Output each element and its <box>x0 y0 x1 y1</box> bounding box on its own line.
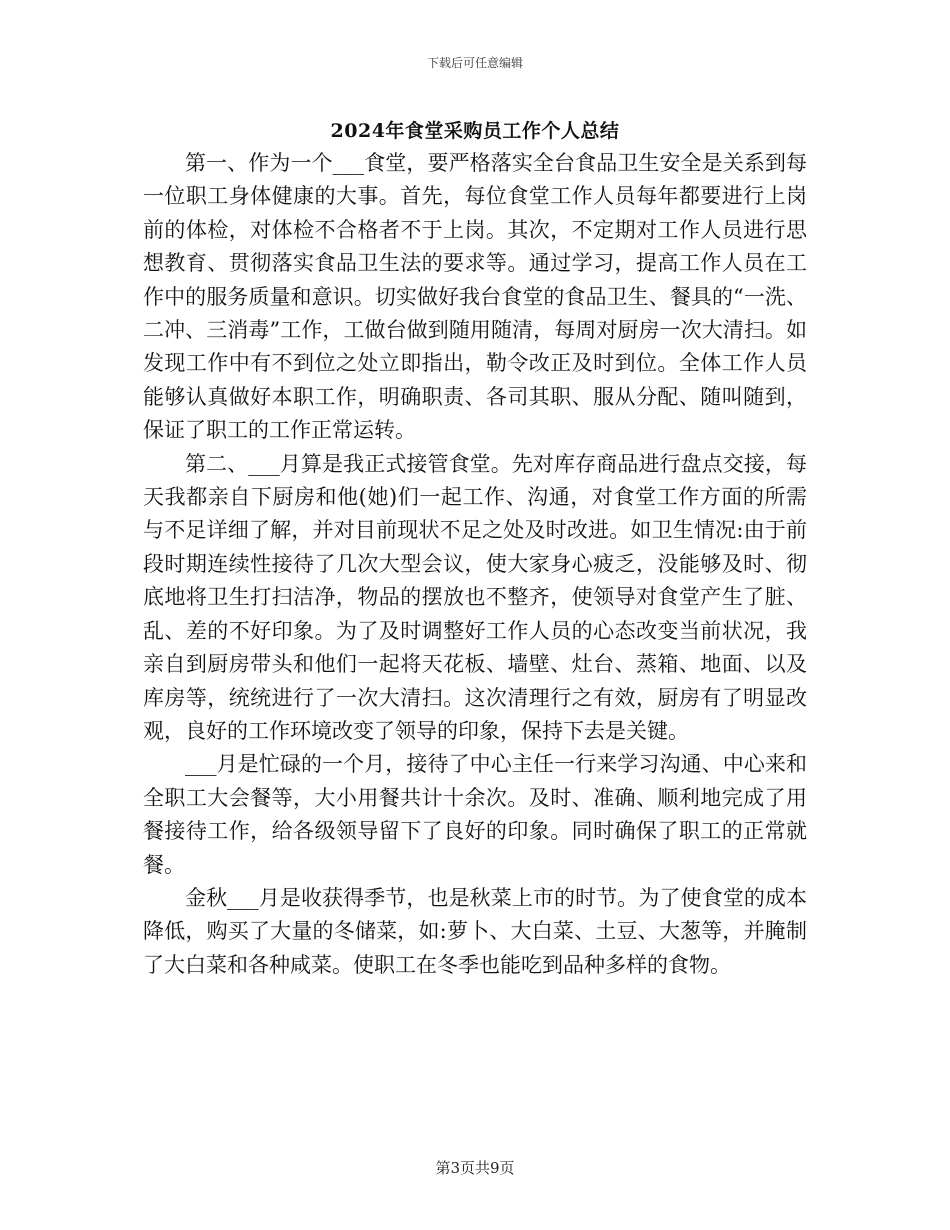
paragraph: 第二、___月算是我正式接管食堂。先对库存商品进行盘点交接，每天我都亲自下厨房和他(她)们一起工作、沟通，对食堂工作方面的所需与不足详细了解，并对目前现状不足之处及时改进。如卫生情况:由于前段时期连续性接待了几次大型会议，使大家身心疲乏，没能够及时、彻底地将卫生打扫洁净，物品的摆放也不整齐，使领导对食堂产生了脏、乱、差的不好印象。为了及时调整好工作人员的心态改变当前状况，我亲自到厨房带头和他们一起将天花板、墙壁、灶台、蒸箱、地面、以及库房等，统统进行了一次大清扫。这次清理行之有效，厨房有了明显改观，良好的工作环境改变了领导的印象，保持下去是关键。 <box>143 451 807 743</box>
document-body <box>143 147 807 982</box>
document-title: 2024年食堂采购员工作个人总结 <box>330 120 620 142</box>
paragraph: ___月是忙碌的一个月，接待了中心主任一行来学习沟通、中心来和全职工大会餐等，大小用餐共计十余次。及时、准确、顺利地完成了用餐接待工作，给各级领导留下了良好的印象。同时确保了职工的正常就餐。 <box>143 752 807 877</box>
header-note: 下载后可任意编辑 <box>426 56 523 70</box>
paragraph: 第一、作为一个___食堂，要严格落实全台食品卫生安全是关系到每一位职工身体健康的大事。首先，每位食堂工作人员每年都要进行上岗前的体检，对体检不合格者不于上岗。其次，不定期对工作人员进行思想教育、贯彻落实食品卫生法的要求等。通过学习，提高工作人员在工作中的服务质量和意识。切实做好我台食堂的食品卫生、餐具的“一洗、二冲、三消毒”工作，工做台做到随用随清，每周对厨房一次大清扫。如发现工作中有不到位之处立即指出，勒令改正及时到位。全体工作人员能够认真做好本职工作，明确职责、各司其职、服从分配、随叫随到，保证了职工的工作正常运转。 <box>143 151 807 443</box>
paragraph: 金秋___月是收获得季节，也是秋菜上市的时节。为了使食堂的成本降低，购买了大量的冬储菜，如:萝卜、大白菜、土豆、大葱等，并腌制了大白菜和各种咸菜。使职工在冬季也能吃到品种多样的食物。 <box>143 885 807 977</box>
page-number: 第3页共9页 <box>435 1159 515 1177</box>
